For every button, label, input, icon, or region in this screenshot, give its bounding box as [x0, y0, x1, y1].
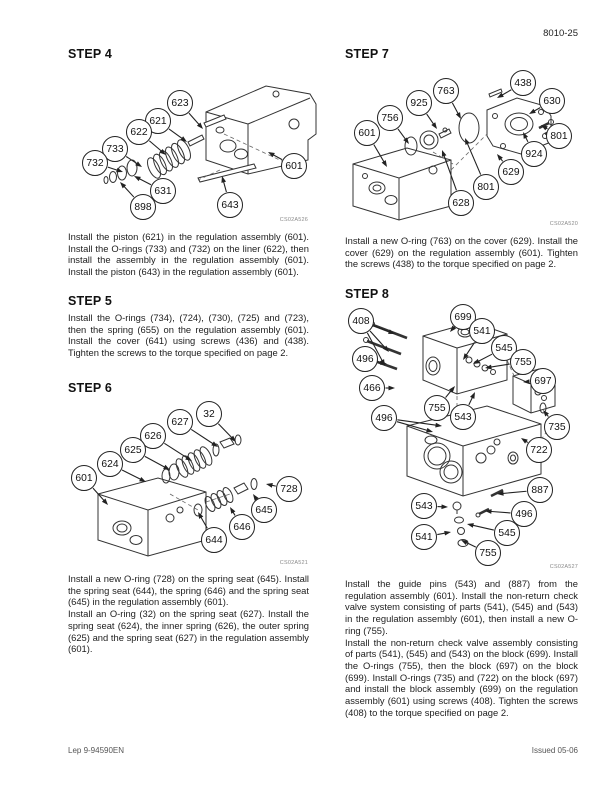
callout-630: 630 [539, 88, 565, 114]
step8-paragraph-1: Install the guide pins (543) and (887) from the regulation assembly (601). Install the non-return check valve system consisting of parts (541), (545) and (543) in the regulation assembly (601), then install a new O-ring (755). [345, 578, 578, 636]
figure-code-step6: CS02A521 [279, 560, 308, 566]
callout-496: 496 [511, 501, 537, 527]
step6-text [68, 573, 309, 655]
step4-heading: STEP 4 [68, 47, 113, 61]
callout-541: 541 [469, 318, 495, 344]
callout-545: 545 [494, 520, 520, 546]
callout-697: 697 [530, 368, 556, 394]
callout-646: 646 [229, 514, 255, 540]
callout-755: 755 [510, 349, 536, 375]
callout-801: 801 [473, 174, 499, 200]
callout-755: 755 [424, 395, 450, 421]
step5-text: Install the O-rings (734), (724), (730), (725) and (723), then the spring (655) on the regulation assembly (601). Install the cover (641) using screws (436) and (438). Tighten the screws to the torque specified on page 2. [68, 312, 309, 359]
callout-801: 801 [546, 123, 572, 149]
callout-466: 466 [359, 375, 385, 401]
callout-643: 643 [217, 192, 243, 218]
footer-issue-date: Issued 05-06 [531, 746, 578, 755]
step4-text: Install the piston (621) in the regulation assembly (601). Install the O-rings (733) and (732) on the liner (622), then install the assembly in the regulation assembly (601). Install the piston (643) in the regulation assembly (601). [68, 231, 309, 278]
callout-728: 728 [276, 476, 302, 502]
callout-543: 543 [411, 493, 437, 519]
callout-496: 496 [371, 405, 397, 431]
callout-644: 644 [201, 527, 227, 553]
callout-699: 699 [450, 304, 476, 330]
callout-733: 733 [102, 136, 128, 162]
callout-924: 924 [521, 141, 547, 167]
callout-408: 408 [348, 308, 374, 334]
step5-heading: STEP 5 [68, 294, 113, 308]
callout-601: 601 [71, 465, 97, 491]
footer-document-code: Lep 9-94590EN [68, 746, 125, 755]
callout-626: 626 [140, 423, 166, 449]
callout-628: 628 [448, 190, 474, 216]
callout-601: 601 [281, 153, 307, 179]
callout-496: 496 [352, 346, 378, 372]
callout-722: 722 [526, 437, 552, 463]
callout-545: 545 [491, 335, 517, 361]
callout-763: 763 [433, 78, 459, 104]
callout-438: 438 [510, 70, 536, 96]
callout-623: 623 [167, 90, 193, 116]
step7-text: Install a new O-ring (763) on the cover (629). Install the cover (629) on the regulation assembly (601). Tighten the screws (438) to the torque specified on page 2. [345, 235, 578, 270]
callout-624: 624 [97, 451, 123, 477]
callout-622: 622 [126, 119, 152, 145]
callout-756: 756 [377, 105, 403, 131]
callout-735: 735 [544, 414, 570, 440]
callout-601: 601 [354, 120, 380, 146]
step6-paragraph-2: Install an O-ring (32) on the spring seat (627). Install the spring seat (624), the inner spring (626), the outer spring (625) and the spring seat (627) in the regulation assembly (601). [68, 608, 309, 655]
callout-631: 631 [150, 178, 176, 204]
callout-543: 543 [450, 404, 476, 430]
step7-heading: STEP 7 [345, 47, 390, 61]
callout-925: 925 [406, 90, 432, 116]
callout-898: 898 [130, 194, 156, 220]
callout-625: 625 [120, 437, 146, 463]
callout-541: 541 [411, 524, 437, 550]
leader-lines [345, 300, 580, 568]
figure-step7 [345, 70, 580, 222]
callout-621: 621 [145, 108, 171, 134]
step6-heading: STEP 6 [68, 381, 113, 395]
callout-887: 887 [527, 477, 553, 503]
callout-645: 645 [251, 497, 277, 523]
step8-text [345, 578, 578, 718]
page-number: 8010-25 [543, 28, 578, 39]
figure-code-step8: CS02A527 [549, 564, 578, 570]
callout-755: 755 [475, 540, 501, 566]
callout-627: 627 [167, 409, 193, 435]
figure-code-step4: CS02A526 [279, 217, 308, 223]
callout-732: 732 [82, 150, 108, 176]
step8-heading: STEP 8 [345, 287, 390, 301]
figure-code-step7: CS02A520 [549, 221, 578, 227]
figure-step8 [345, 300, 580, 568]
callout-32: 32 [196, 401, 222, 427]
step8-paragraph-2: Install the non-return check valve assembly consisting of parts (541), (545) and (543) on the block (699). Install the O-rings (755), then the block (697) on the block (699). Install O-rings (735) and (722) on the block (697) and install the block assembly (699) on the regulation assembly (601) using screws (408). Tighten the screws (408) to the torque specified on page 2. [345, 636, 578, 718]
step6-paragraph-1: Install a new O-ring (728) on the spring seat (645). Install the spring seat (644), the spring (646) and the spring seat (645) in the regulation assembly (601). [68, 573, 309, 608]
figure-step6 [70, 398, 320, 558]
figure-step4 [70, 70, 320, 222]
callout-629: 629 [498, 159, 524, 185]
